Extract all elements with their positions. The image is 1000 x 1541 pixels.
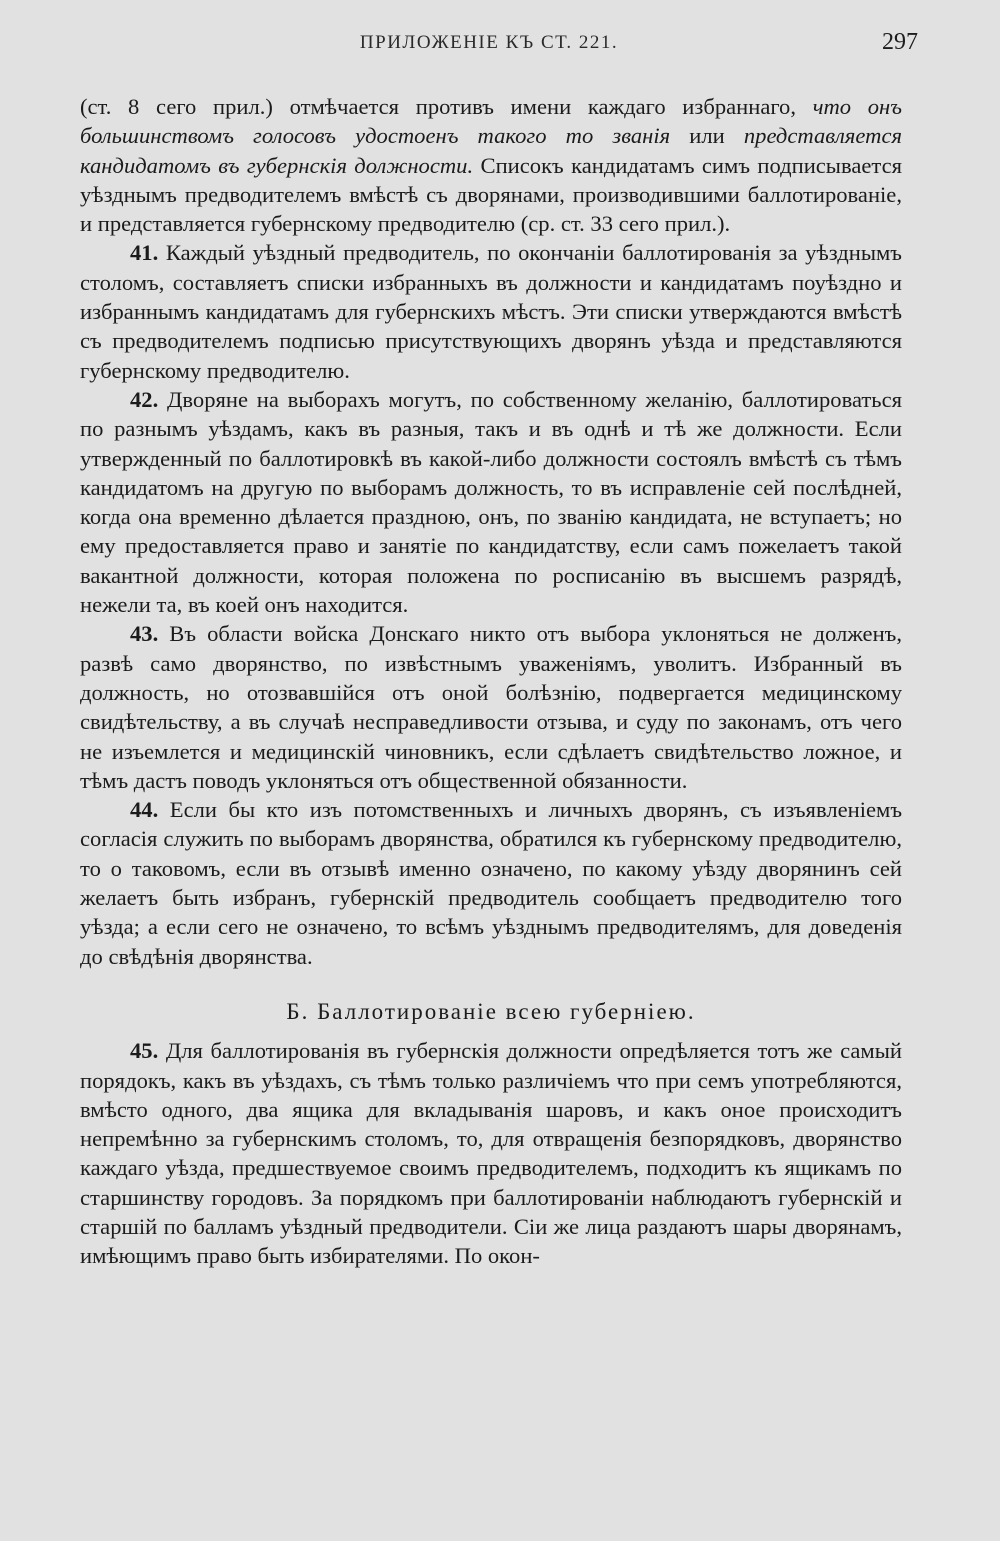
article-42 (80, 385, 902, 619)
page-header (60, 29, 918, 62)
article-text: Если бы кто изъ потомственныхъ и личныхъ дворянъ, съ изъявленіемъ согласія служить по выборамъ дворянства, обратился къ губернскому предводителю, то о таковомъ, если въ отзывѣ именно означено, по какому уѣзду дворянинъ сей желаетъ быть избранъ, губернскій предводитель сообщаетъ предводителю того уѣзда; а если сего не означено, то всѣмъ уѣзднымъ предводителямъ, для доведенія до свѣдѣнія дворянства. (80, 797, 902, 969)
article-number: 43. (130, 621, 159, 647)
article-43 (80, 619, 902, 795)
italic-phrase: представляется кандидатомъ въ губернскія должности. (80, 123, 902, 178)
paragraph-text: или (670, 123, 744, 149)
running-head: ПРИЛОЖЕНІЕ КЪ СТ. 221. (359, 32, 619, 53)
page-body (80, 92, 902, 1271)
article-text: Дворяне на выборахъ могутъ, по собственному желанію, баллотироваться по разнымъ уѣздамъ, какъ въ разныя, такъ и въ однѣ и тѣ же должности. Если утвержденный по баллотировкѣ въ какой-либо должности состоялъ вмѣстѣ съ тѣмъ кандидатомъ на другую по выборамъ должность, то въ исправленіе сей послѣдней, когда она временно дѣлается праздною, онъ, по званію кандидата, не вступаетъ; но ему предоставляется право и занятіе по кандидатству, если самъ пожелаетъ такой вакантной должности, которая положена по росписанію въ высшемъ разрядѣ, нежели та, въ коей онъ находится. (80, 386, 902, 618)
article-text: Въ области войска Донскаго никто отъ выбора уклоняться не долженъ, развѣ само дворянство, по извѣстнымъ уваженіямъ, уволитъ. Избранный въ должность, но отозвавшійся отъ оной болѣзнію, подвергается медицинскому свидѣтельству, а въ случаѣ несправедливости отзыва, и суду по законамъ, отъ чего не изъемлется и медицинскій чиновникъ, если сдѣлаетъ свидѣтельство ложное, и тѣмъ дастъ поводъ уклоняться отъ общественной обязанности. (80, 621, 902, 793)
article-44 (80, 795, 902, 971)
page-number: 297 (882, 29, 918, 55)
paragraph-text: (ст. 8 сего прил.) отмѣчается противъ имени каждаго избраннаго, (80, 94, 813, 119)
article-number: 42. (130, 386, 159, 412)
article-text: Для баллотированія въ губернскія должности опредѣляется тотъ же самый порядокъ, какъ въ уѣздахъ, съ тѣмъ только различіемъ что при семъ употребляются, вмѣсто одного, два ящика для вкладыванія шаровъ, и какъ оное происходитъ непремѣнно за губернскимъ столомъ, то, для отвращенія безпорядковъ, дворянство каждаго уѣзда, предшествуемое своимъ предводителемъ, подходитъ къ ящикамъ по старшинству городовъ. За порядкомъ при баллотированіи наблюдаютъ губернскій и старшій по балламъ уѣздный предводители. Сіи же лица раздаютъ шары дворянамъ, имѣющимъ право быть избирателями. По окон- (80, 1038, 902, 1269)
article-number: 44. (130, 797, 159, 823)
article-number: 45. (130, 1038, 159, 1064)
article-text: Каждый уѣздный предводитель, по окончаніи баллотированія за уѣзднымъ столомъ, составляетъ списки избранныхъ въ должности и кандидатамъ поуѣздно и избраннымъ кандидатамъ для губернскихъ мѣстъ. Эти списки утверждаются вмѣстѣ съ предводителемъ подписью присутствующихъ дворянъ уѣзда и представляются губернскому предводителю. (80, 240, 902, 383)
paragraph-continued (80, 92, 902, 238)
italic-phrase: что онъ большинствомъ голосовъ удостоенъ такого то званія (80, 94, 902, 149)
article-number: 41. (130, 240, 159, 266)
article-41 (80, 238, 902, 384)
article-45 (80, 1036, 902, 1270)
section-heading: Б. Баллотированіе всею губерніею. (286, 998, 696, 1024)
paragraph-text: Списокъ кандидатамъ симъ подписывается уѣзднымъ предводителемъ вмѣстѣ съ дворянами, производившими баллотированіе, и представляется губернскому предводителю (ср. ст. 33 сего прил.). (80, 152, 902, 237)
